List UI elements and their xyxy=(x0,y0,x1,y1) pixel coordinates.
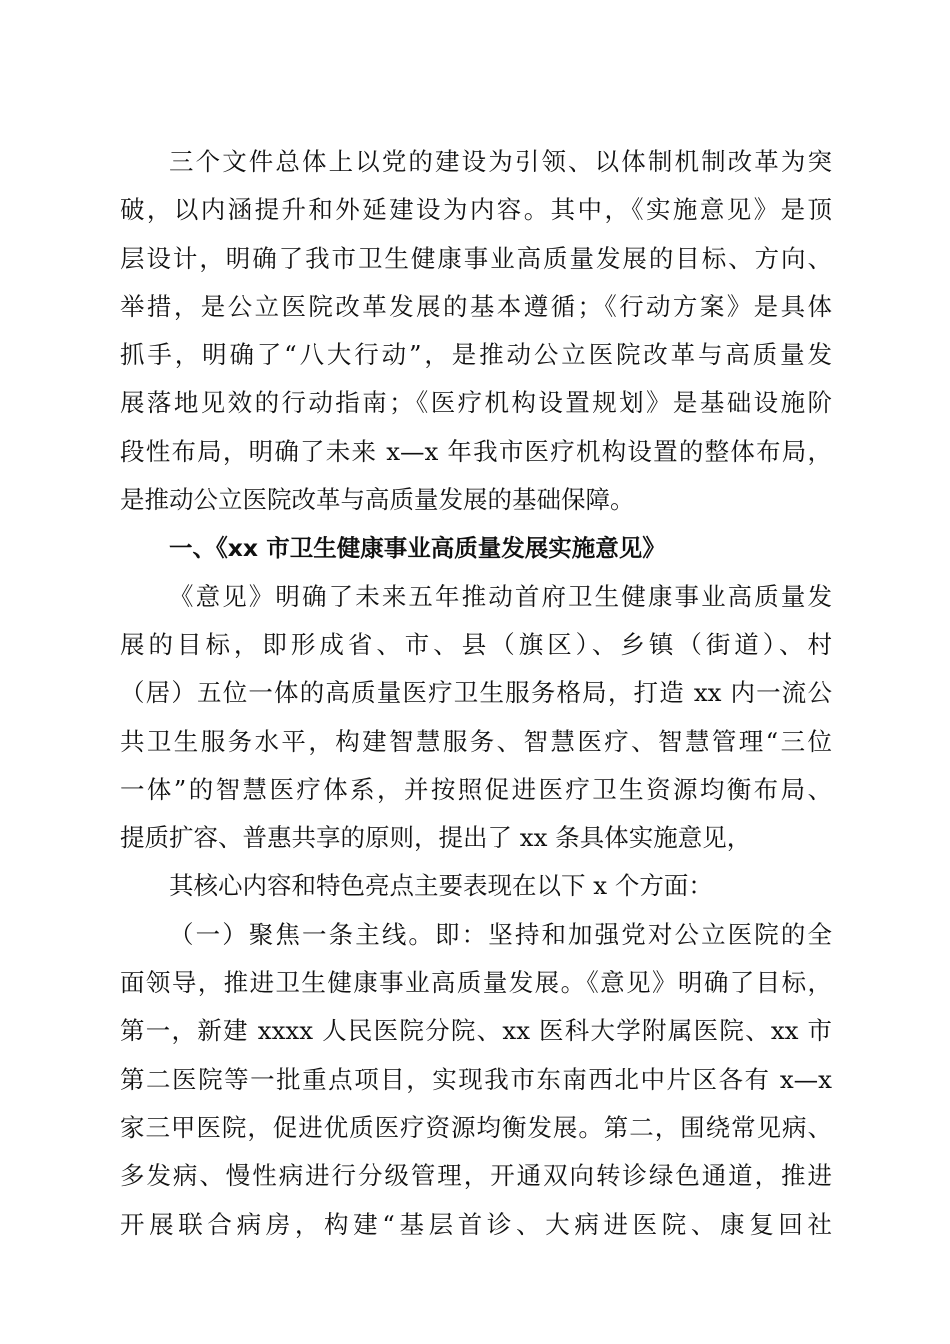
text-line: 提质扩容、普惠共享的原则，提出了 xx 条具体实施意见， xyxy=(120,823,752,853)
text-line: （一）聚焦一条主线。即：坚持和加强党对公立医院的全 xyxy=(169,919,832,949)
text-line: 是推动公立医院改革与高质量发展的基础保障。 xyxy=(120,485,635,515)
text-line: 三个文件总体上以党的建设为引领、以体制机制改革为突 xyxy=(169,147,832,176)
text-line: 展落地见效的行动指南；《医疗机构设置规划》是基础设施阶 xyxy=(120,388,832,418)
paragraph-intro xyxy=(120,138,832,524)
text-line: 举措，是公立医院改革发展的基本遵循；《行动方案》是具体 xyxy=(120,291,832,321)
text-line: 其核心内容和特色亮点主要表现在以下 x 个方面： xyxy=(169,871,713,901)
text-line: 第二医院等一批重点项目，实现我市东南西北中片区各有 x—x xyxy=(120,1064,832,1094)
paragraph-summary xyxy=(120,862,832,910)
text-line: 层设计，明确了我市卫生健康事业高质量发展的目标、方向、 xyxy=(120,243,832,273)
text-line: 第一，新建 xxxx 人民医院分院、xx 医科大学附属医院、xx 市 xyxy=(120,1016,832,1046)
text-line: （居）五位一体的高质量医疗卫生服务格局，打造 xx 内一流公 xyxy=(120,678,832,708)
text-line: 破，以内涵提升和外延建设为内容。其中，《实施意见》是顶 xyxy=(120,195,832,225)
text-line: 共卫生服务水平，构建智慧服务、智慧医疗、智慧管理“三位 xyxy=(120,726,832,756)
text-line: 抓手，明确了“八大行动”，是推动公立医院改革与高质量发 xyxy=(120,340,832,370)
text-line: 一体”的智慧医疗体系，并按照促进医疗卫生资源均衡布局、 xyxy=(120,774,832,804)
text-line: 段性布局，明确了未来 x—x 年我市医疗机构设置的整体布局， xyxy=(120,436,832,466)
section-heading: 一、《xx 市卫生健康事业高质量发展实施意见》 xyxy=(169,534,666,563)
paragraph-main-line xyxy=(120,911,832,1249)
document-body xyxy=(120,138,832,1249)
text-line: 多发病、慢性病进行分级管理，开通双向转诊绿色通道，推进 xyxy=(120,1161,832,1191)
text-line: 面领导，推进卫生健康事业高质量发展。《意见》明确了目标， xyxy=(120,968,832,998)
text-line: 展的目标，即形成省、市、县（旗区）、乡镇（街道）、村 xyxy=(120,629,832,659)
paragraph-goals xyxy=(120,573,832,863)
text-line: 家三甲医院，促进优质医疗资源均衡发展。第二，围绕常见病、 xyxy=(120,1112,832,1142)
text-line: 《意见》明确了未来五年推动首府卫生健康事业高质量发 xyxy=(169,581,832,611)
text-line: 开展联合病房，构建“基层首诊、大病进医院、康复回社 xyxy=(120,1209,832,1239)
